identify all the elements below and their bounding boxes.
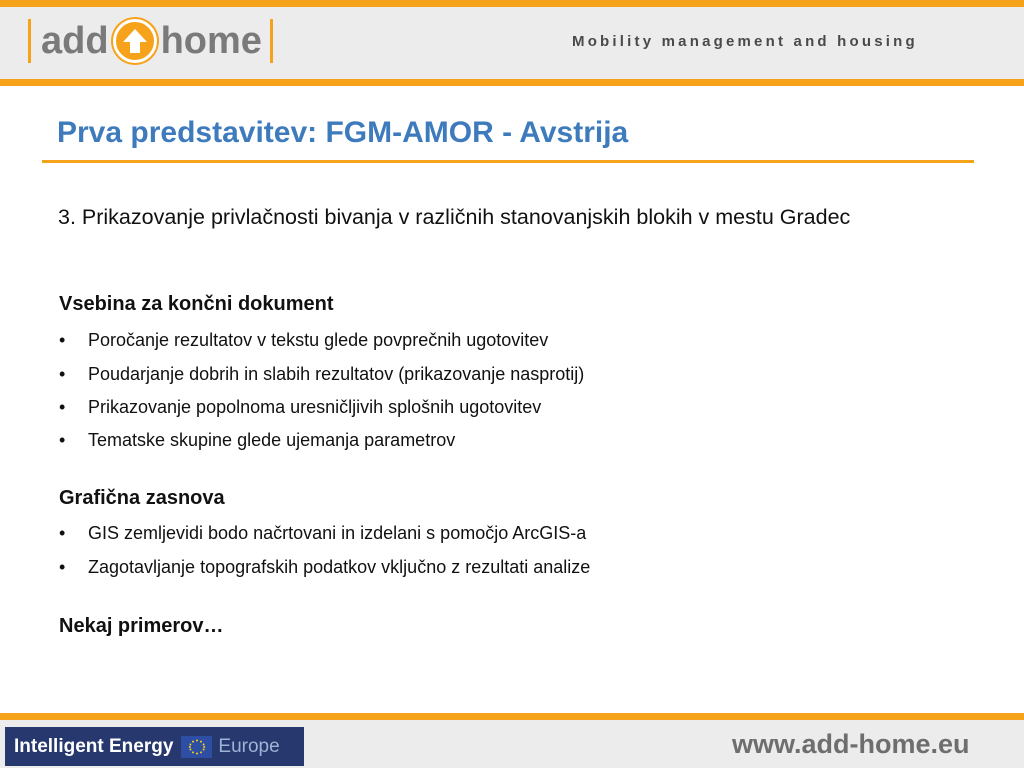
bullet-marker: • <box>59 330 66 350</box>
list-item-text: Prikazovanje popolnoma uresničljivih splošnih ugotovitev <box>88 397 542 417</box>
list-item <box>59 430 455 451</box>
list-item-text: Poročanje rezultatov v tekstu glede povprečnih ugotovitev <box>88 330 549 350</box>
list-item <box>59 397 541 418</box>
footer-top-stripe <box>0 713 1024 720</box>
logo-word-add: add <box>41 20 109 62</box>
list-item <box>59 330 548 351</box>
list-item-text: Poudarjanje dobrih in slabih rezultatov (prikazovanje nasprotij) <box>88 364 585 384</box>
section-heading-examples: Nekaj primerov… <box>59 615 224 637</box>
section-heading-graphics: Grafična zasnova <box>59 487 225 509</box>
slide-title: Prva predstavitev: FGM-AMOR - Avstrija <box>57 116 629 149</box>
ie-logo-region: Europe <box>218 735 280 757</box>
bullet-marker: • <box>59 397 66 417</box>
intelligent-energy-europe-logo <box>5 727 304 766</box>
list-item <box>59 523 586 544</box>
header-tagline: Mobility management and housing <box>572 33 918 50</box>
logo-left-bar <box>28 19 31 63</box>
title-underline <box>42 160 974 163</box>
eu-flag-icon <box>181 736 212 758</box>
list-item-text: Tematske skupine glede ujemanja parametrov <box>88 430 456 450</box>
bullet-marker: • <box>59 364 66 384</box>
add-home-logo <box>28 12 273 70</box>
bullet-marker: • <box>59 523 66 543</box>
logo-right-bar <box>270 19 273 63</box>
list-item-text: GIS zemljevidi bodo načrtovani in izdelani s pomočjo ArcGIS-a <box>88 523 587 543</box>
list-item <box>59 557 590 578</box>
section-heading-content: Vsebina za končni dokument <box>59 293 334 315</box>
list-item-text: Zagotavljanje topografskih podatkov vključno z rezultati analize <box>88 557 591 577</box>
ie-logo-text: Intelligent Energy <box>14 735 174 757</box>
bullet-marker: • <box>59 430 66 450</box>
up-arrow-icon <box>113 19 157 63</box>
list-item <box>59 364 584 385</box>
bullet-marker: • <box>59 557 66 577</box>
logo-word-home: home <box>160 20 262 62</box>
header-top-stripe <box>0 0 1024 7</box>
website-link[interactable]: www.add-home.eu <box>732 729 970 759</box>
intro-paragraph: 3. Prikazovanje privlačnosti bivanja v različnih stanovanjskih blokih v mestu Gradec <box>58 205 851 229</box>
header-bottom-stripe <box>0 79 1024 86</box>
